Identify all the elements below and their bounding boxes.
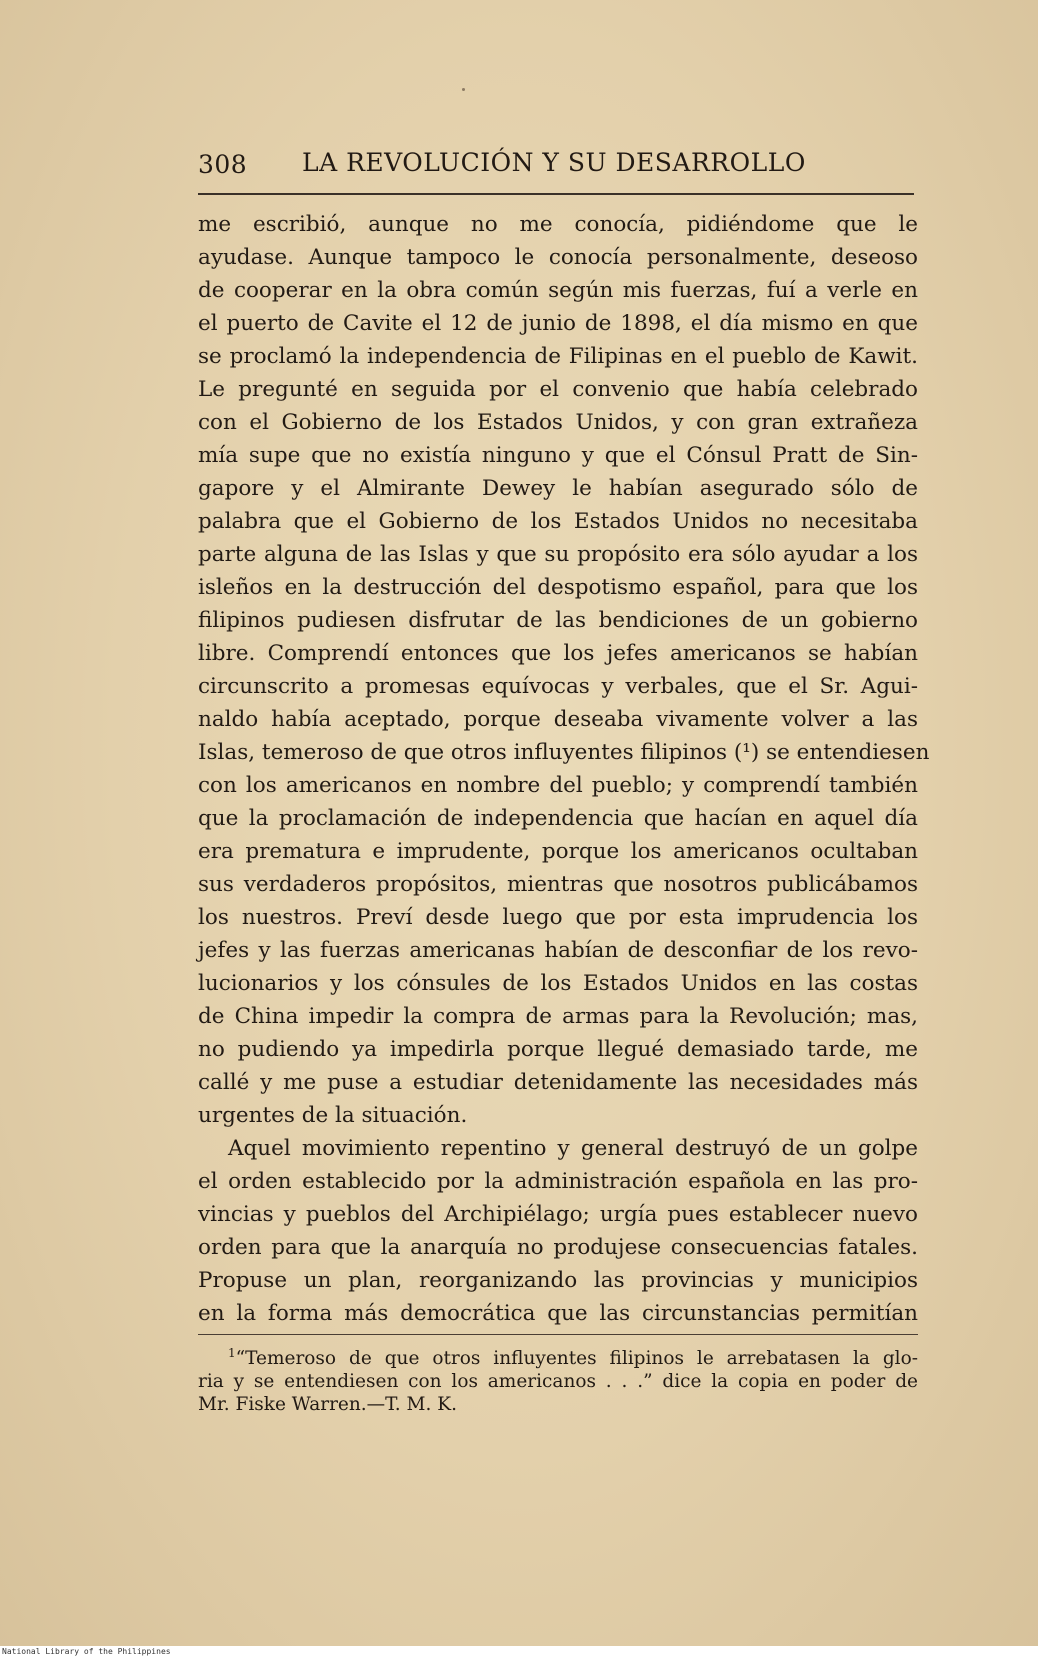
text-line: de cooperar en la obra común según mis fuerzas, fuí a verle en [198, 278, 918, 303]
text-line: sus verdaderos propósitos, mientras que nosotros publicábamos [198, 872, 918, 897]
footnote-rule [198, 1334, 918, 1335]
paragraph-end-line: urgentes de la situación. [198, 1103, 468, 1128]
text-line: vincias y pueblos del Archipiélago; urgía pues establecer nuevo [198, 1202, 918, 1227]
text-line: se proclamó la independencia de Filipinas en el pueblo de Kawit. [198, 344, 918, 369]
text-line: filipinos pudiesen disfrutar de las bendiciones de un gobierno [198, 608, 918, 633]
footnote-line: ria y se entendiesen con los americanos . . .” dice la copia en poder de [198, 1371, 918, 1393]
text-line: el puerto de Cavite el 12 de junio de 1898, el día mismo en que [198, 311, 918, 336]
text-line: mía supe que no existía ninguno y que el Cónsul Pratt de Sin- [198, 443, 918, 468]
text-line: en la forma más democrática que las circunstancias permitían [198, 1301, 918, 1326]
text-line: era prematura e imprudente, porque los americanos ocultaban [198, 839, 918, 864]
library-credit: National Library of the Philippines [2, 1647, 171, 1656]
page-number: 308 [198, 150, 248, 179]
text-line: naldo había aceptado, porque deseaba vivamente volver a las [198, 707, 918, 732]
text-line: con el Gobierno de los Estados Unidos, y con gran extrañeza [198, 410, 918, 435]
text-line: isleños en la destrucción del despotismo español, para que los [198, 575, 918, 600]
text-line: jefes y las fuerzas americanas habían de desconfiar de los revo- [198, 938, 918, 963]
footnote-line [198, 1342, 918, 1370]
footnote-line: Mr. Fiske Warren.—T. M. K. [198, 1394, 457, 1416]
text-line: callé y me puse a estudiar detenidamente las necesidades más [198, 1070, 918, 1095]
paper-speck [462, 88, 465, 91]
text-line: Le pregunté en seguida por el convenio que había celebrado [198, 377, 918, 402]
text-line: Propuse un plan, reorganizando las provincias y municipios [198, 1268, 918, 1293]
text-line: que la proclamación de independencia que hacían en aquel día [198, 806, 918, 831]
text-line: los nuestros. Preví desde luego que por esta imprudencia los [198, 905, 918, 930]
text-line: parte alguna de las Islas y que su propósito era sólo ayudar a los [198, 542, 918, 567]
footnote [198, 1342, 918, 1416]
text-line: gapore y el Almirante Dewey le habían asegurado sólo de [198, 476, 918, 501]
text-line: me escribió, aunque no me conocía, pidiéndome que le [198, 212, 918, 237]
running-title: LA REVOLUCIÓN Y SU DESARROLLO [302, 148, 806, 177]
text-line: ayudase. Aunque tampoco le conocía personalmente, deseoso [198, 245, 918, 270]
text-line: palabra que el Gobierno de los Estados Unidos no necesitaba [198, 509, 918, 534]
text-line: el orden establecido por la administración española en las pro- [198, 1169, 918, 1194]
text-line: circunscrito a promesas equívocas y verbales, que el Sr. Agui- [198, 674, 918, 699]
footnote-text-1: “Temeroso de que otros influyentes filipinos le arrebatasen la glo- [235, 1348, 918, 1370]
text-line: orden para que la anarquía no produjese consecuencias fatales. [198, 1235, 918, 1260]
footnote-marker: 1 [228, 1346, 236, 1360]
page-header [198, 146, 918, 186]
text-line: libre. Comprendí entonces que los jefes americanos se habían [198, 641, 918, 666]
text-line: lucionarios y los cónsules de los Estados Unidos en las costas [198, 971, 918, 996]
header-rule [198, 193, 914, 195]
text-line: con los americanos en nombre del pueblo; y comprendí también [198, 773, 918, 798]
text-line: de China impedir la compra de armas para la Revolución; mas, [198, 1004, 918, 1029]
body-text [198, 208, 930, 1330]
text-line: Islas, temeroso de que otros influyentes filipinos (¹) se entendiesen [198, 740, 930, 765]
paragraph-start-line: Aquel movimiento repentino y general destruyó de un golpe [228, 1136, 918, 1161]
text-line: no pudiendo ya impedirla porque llegué demasiado tarde, me [198, 1037, 918, 1062]
